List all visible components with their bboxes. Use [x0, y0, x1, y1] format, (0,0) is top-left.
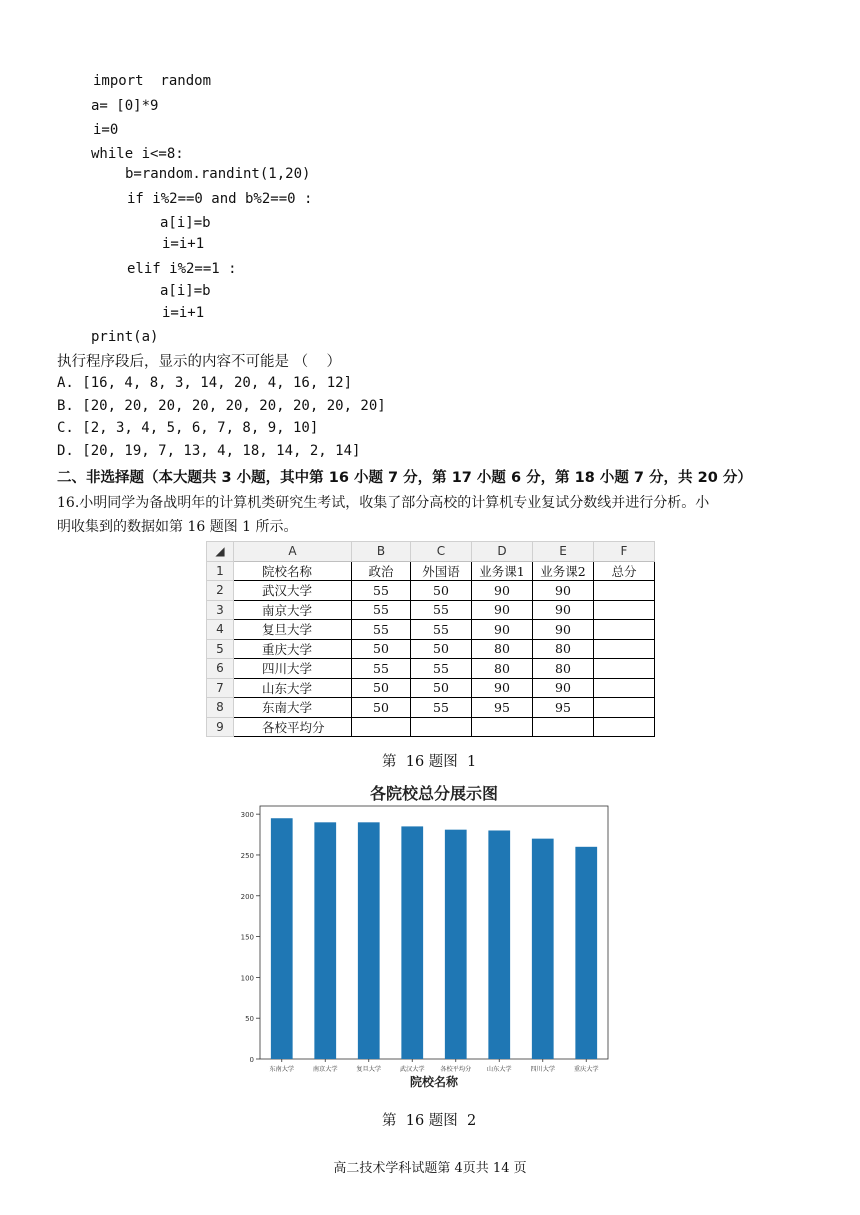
school-name-cell: 复旦大学 — [234, 620, 352, 640]
chart-title: 各院校总分展示图 — [369, 784, 499, 803]
table-cell: 总分 — [594, 561, 655, 581]
table-cell: 95 — [533, 698, 594, 718]
school-name-cell: 院校名称 — [234, 561, 352, 581]
code-line: i=i+1 — [162, 236, 205, 252]
table-row — [207, 561, 655, 581]
q16-text-line2: 明收集到的数据如第 16 题图 1 所示。 — [57, 519, 298, 535]
code-line: i=i+1 — [162, 305, 205, 321]
x-tick-label: 山东大学 — [486, 1066, 512, 1073]
table-cell: 90 — [533, 600, 594, 620]
page-footer: 高二技术学科试题第 4页共 14 页 — [333, 1161, 527, 1176]
table-cell: 50 — [352, 639, 411, 659]
y-tick-label: 150 — [240, 933, 254, 942]
table-cell: 55 — [411, 600, 472, 620]
x-tick-label: 复旦大学 — [356, 1066, 382, 1073]
row-number: 9 — [207, 717, 234, 737]
row-number: 6 — [207, 659, 234, 679]
table-cell: 55 — [411, 659, 472, 679]
bar — [358, 822, 380, 1059]
table-cell: 55 — [352, 600, 411, 620]
table-cell: 80 — [533, 639, 594, 659]
table-cell — [594, 678, 655, 698]
table-cell — [594, 717, 655, 737]
row-number: 1 — [207, 561, 234, 581]
table-cell — [472, 717, 533, 737]
y-tick-label: 300 — [240, 811, 254, 820]
y-tick-label: 50 — [245, 1015, 254, 1024]
code-line: if i%2==0 and b%2==0 : — [127, 191, 313, 207]
bar — [575, 847, 597, 1059]
col-header: C — [411, 542, 472, 562]
x-tick-label: 四川大学 — [530, 1066, 556, 1073]
school-name-cell: 四川大学 — [234, 659, 352, 679]
table-cell: 50 — [352, 678, 411, 698]
bar — [314, 822, 336, 1059]
table-cell: 政治 — [352, 561, 411, 581]
y-tick-label: 100 — [240, 974, 254, 983]
figure2-caption: 第 16 题图 2 — [382, 1113, 477, 1129]
code-line: i=0 — [93, 122, 119, 138]
school-name-cell: 东南大学 — [234, 698, 352, 718]
table-cell: 业务课2 — [533, 561, 594, 581]
school-name-cell: 重庆大学 — [234, 639, 352, 659]
school-name-cell: 南京大学 — [234, 600, 352, 620]
table-cell: 95 — [472, 698, 533, 718]
option-a: A. [16, 4, 8, 3, 14, 20, 4, 16, 12] — [57, 375, 353, 391]
row-number: 2 — [207, 581, 234, 601]
table-cell: 90 — [472, 581, 533, 601]
row-number: 5 — [207, 639, 234, 659]
code-line: while i<=8: — [91, 146, 184, 162]
table-cell: 90 — [533, 620, 594, 640]
school-name-cell: 武汉大学 — [234, 581, 352, 601]
row-number: 7 — [207, 678, 234, 698]
x-axis-label: 院校名称 — [409, 1075, 459, 1089]
code-line: import random — [93, 73, 212, 89]
bar — [488, 830, 510, 1059]
table-cell: 90 — [472, 678, 533, 698]
table-row — [207, 659, 655, 679]
row-number: 4 — [207, 620, 234, 640]
school-name-cell: 各校平均分 — [234, 717, 352, 737]
table-row — [207, 678, 655, 698]
option-c: C. [2, 3, 4, 5, 6, 7, 8, 9, 10] — [57, 420, 319, 436]
row-number: 8 — [207, 698, 234, 718]
table-cell — [533, 717, 594, 737]
table-cell — [594, 698, 655, 718]
table-cell — [594, 581, 655, 601]
q16-text-line1: 16.小明同学为备战明年的计算机类研究生考试，收集了部分高校的计算机专业复试分数线并进行分析。小 — [57, 495, 710, 511]
code-line: b=random.randint(1,20) — [125, 166, 311, 182]
y-tick-label: 200 — [240, 892, 254, 901]
x-tick-label: 各校平均分 — [440, 1066, 472, 1073]
question-text: 执行程序段后，显示的内容不可能是 （ ） — [57, 354, 342, 370]
table-row — [207, 717, 655, 737]
table-cell: 90 — [472, 600, 533, 620]
code-line: a[i]=b — [160, 215, 211, 231]
x-tick-label: 南京大学 — [312, 1066, 338, 1073]
table-cell: 90 — [472, 620, 533, 640]
table-cell: 50 — [411, 678, 472, 698]
code-line: a= [0]*9 — [91, 98, 159, 114]
corner-cell: ◢ — [207, 542, 234, 562]
option-b: B. [20, 20, 20, 20, 20, 20, 20, 20, 20] — [57, 398, 386, 414]
table-cell: 外国语 — [411, 561, 472, 581]
table-row — [207, 639, 655, 659]
table-cell: 55 — [411, 698, 472, 718]
table-cell: 55 — [352, 620, 411, 640]
column-header-row — [207, 542, 655, 562]
bar — [532, 839, 554, 1059]
code-line: a[i]=b — [160, 283, 211, 299]
code-line: print(a) — [91, 329, 159, 345]
table-cell — [594, 639, 655, 659]
x-tick-label: 武汉大学 — [399, 1066, 425, 1073]
section-title: 二、非选择题（本大题共 3 小题，其中第 16 小题 7 分，第 17 小题 6 分，第 18 小题 7 分，共 20 分） — [57, 470, 752, 486]
table-cell: 50 — [352, 698, 411, 718]
total-score-bar-chart — [230, 778, 630, 1096]
table-row — [207, 620, 655, 640]
option-d: D. [20, 19, 7, 13, 4, 18, 14, 2, 14] — [57, 443, 361, 459]
col-header: E — [533, 542, 594, 562]
figure1-caption: 第 16 题图 1 — [382, 754, 477, 770]
x-tick-label: 东南大学 — [269, 1066, 295, 1073]
table-cell: 80 — [472, 639, 533, 659]
col-header: F — [594, 542, 655, 562]
table-cell: 50 — [411, 639, 472, 659]
col-header: B — [352, 542, 411, 562]
school-name-cell: 山东大学 — [234, 678, 352, 698]
bar — [445, 830, 467, 1059]
bar — [401, 826, 423, 1059]
col-header: D — [472, 542, 533, 562]
code-line: elif i%2==1 : — [127, 261, 237, 277]
table-cell: 50 — [411, 581, 472, 601]
table-cell: 55 — [352, 581, 411, 601]
table-cell: 80 — [472, 659, 533, 679]
table-cell: 55 — [352, 659, 411, 679]
table-cell: 90 — [533, 581, 594, 601]
row-number: 3 — [207, 600, 234, 620]
table-row — [207, 581, 655, 601]
table-cell — [594, 600, 655, 620]
table-cell: 55 — [411, 620, 472, 640]
table-cell — [594, 620, 655, 640]
spreadsheet-table — [206, 541, 655, 737]
table-row — [207, 698, 655, 718]
table-cell — [594, 659, 655, 679]
table-cell: 80 — [533, 659, 594, 679]
bar — [271, 818, 293, 1059]
y-tick-label: 0 — [249, 1056, 254, 1064]
table-row — [207, 600, 655, 620]
col-header: A — [234, 542, 352, 562]
y-tick-label: 250 — [240, 851, 254, 860]
table-cell: 业务课1 — [472, 561, 533, 581]
table-cell: 90 — [533, 678, 594, 698]
x-tick-label: 重庆大学 — [573, 1066, 599, 1073]
table-cell — [352, 717, 411, 737]
plot-frame — [260, 806, 608, 1059]
table-cell — [411, 717, 472, 737]
